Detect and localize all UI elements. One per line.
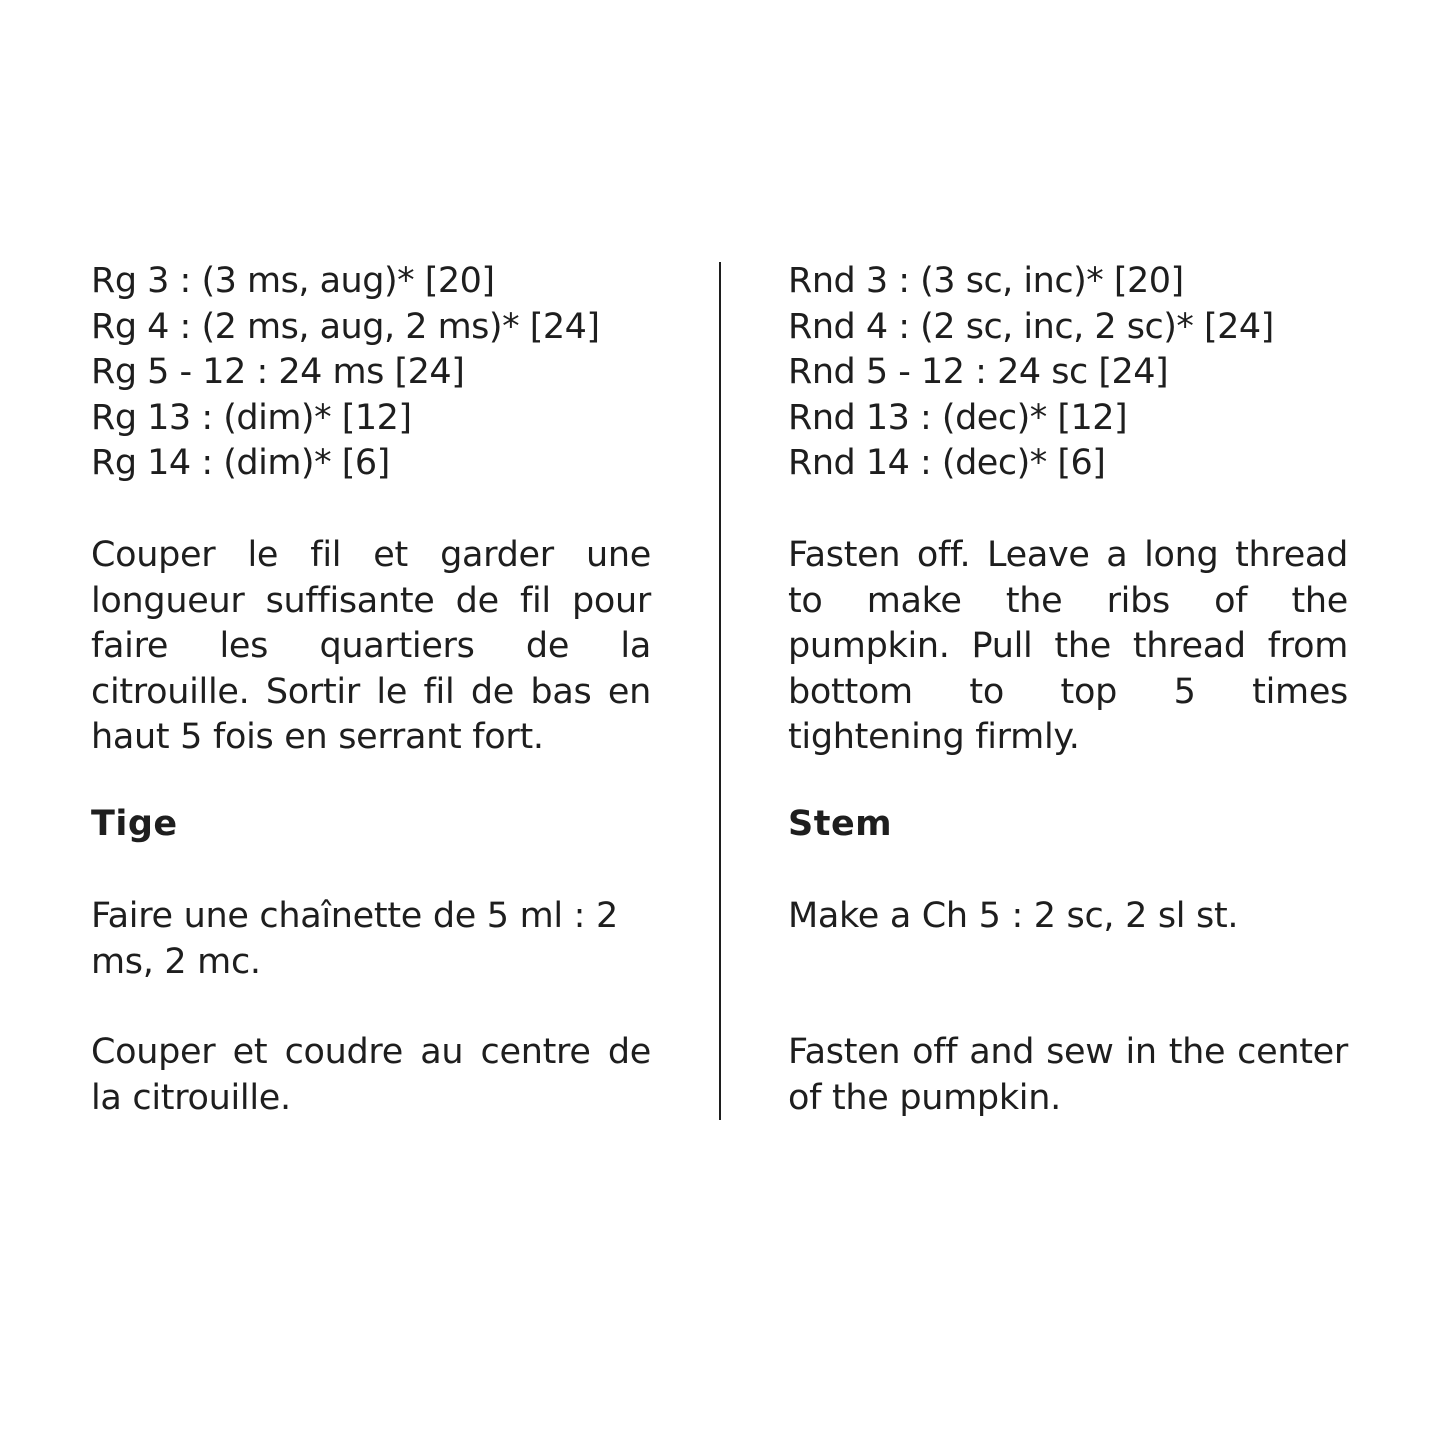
- french-row-list: [91, 259, 651, 487]
- french-row: Rg 4 : (2 ms, aug, 2 ms)* [24]: [91, 306, 600, 347]
- english-row: Rnd 13 : (dec)* [12]: [788, 397, 1128, 438]
- english-stem-instructions: Make a Ch 5 : 2 sc, 2 sl st.: [788, 896, 1239, 936]
- french-column: [91, 259, 651, 1118]
- english-stem-heading: Stem: [788, 804, 893, 844]
- english-fasten-paragraph: Fasten off. Leave a long thread to make the ribs of the pumpkin. Pull the thread from bottom to top 5 times tightening firmly.: [788, 535, 1348, 757]
- french-finish-paragraph: Couper et coudre au centre de la citrouille.: [91, 1032, 651, 1118]
- english-finish-paragraph: Fasten off and sew in the center of the pumpkin.: [788, 1032, 1348, 1118]
- french-row: Rg 5 - 12 : 24 ms [24]: [91, 352, 465, 392]
- english-row: Rnd 14 : (dec)* [6]: [788, 443, 1106, 483]
- english-column: [788, 259, 1348, 1118]
- french-stem-instructions: Faire une chaînette de 5 ml : 2 ms, 2 mc.: [91, 896, 618, 982]
- french-fasten-paragraph: Couper le fil et garder une longueur suffisante de fil pour faire les quartiers de la citrouille. Sortir le fil de bas en haut 5 fois en serrant fort.: [91, 535, 651, 757]
- english-row: Rnd 5 - 12 : 24 sc [24]: [788, 352, 1169, 392]
- english-row-list: [788, 259, 1348, 487]
- french-row: Rg 3 : (3 ms, aug)* [20]: [91, 261, 495, 301]
- french-row: Rg 13 : (dim)* [12]: [91, 397, 412, 438]
- english-row: Rnd 3 : (3 sc, inc)* [20]: [788, 261, 1184, 301]
- english-row: Rnd 4 : (2 sc, inc, 2 sc)* [24]: [788, 306, 1274, 347]
- french-row: Rg 14 : (dim)* [6]: [91, 443, 390, 483]
- column-divider: [719, 262, 721, 1120]
- french-stem-heading: Tige: [91, 804, 178, 844]
